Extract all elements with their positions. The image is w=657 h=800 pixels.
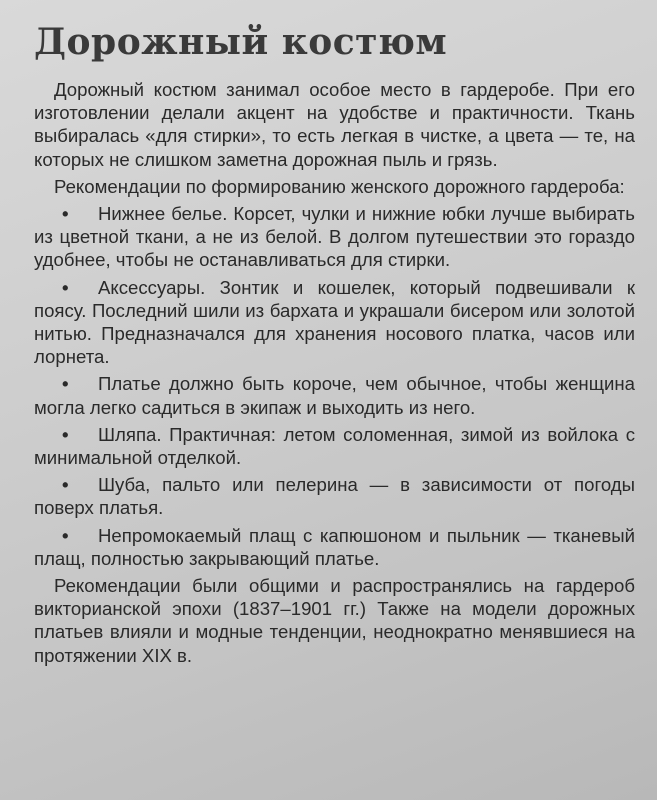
list-item: [34, 524, 635, 570]
bullet-icon: •: [62, 373, 69, 395]
list-item-text: Платье должно быть короче, чем обычное, чтобы женщина могла легко садиться в экипаж и выходить из него.: [34, 373, 635, 418]
intro-paragraph: Дорожный костюм занимал особое место в гардеробе. При его изготовлении делали акцент на удобстве и практичности. Ткань выбиралась «для стирки», то есть легкая в чистке, а цвета — те, на которых не слишком заметна дорожная пыль и грязь.: [34, 79, 635, 170]
list-item-text: Нижнее белье. Корсет, чулки и нижние юбки лучше выбирать из цветной ткани, а не из белой. В долгом путешествии это гораздо удобнее, чтобы не останавливаться для стирки.: [34, 203, 635, 271]
list-item: [34, 473, 635, 519]
list-item: [34, 276, 635, 369]
list-item: [34, 202, 635, 272]
bullet-icon: •: [62, 276, 69, 298]
list-item-text: Шляпа. Практичная: летом соломенная, зимой из войлока с минимальной отделкой.: [34, 423, 635, 469]
list-item: [34, 372, 635, 418]
list-item: [34, 423, 635, 469]
list-item-text: Аксессуары. Зонтик и кошелек, который подвешивали к поясу. Последний шили из бархата и украшали бисером или золотой нитью. Предназначался для хранения носового платка, часов или лорнета.: [34, 276, 635, 368]
recommendations-heading: Рекомендации по формированию женского дорожного гардероба:: [54, 175, 625, 197]
conclusion-paragraph: Рекомендации были общими и распространялись на гардероб викторианской эпохи (1837–1901 гг.) Также на модели дорожных платьев влияли и модные тенденции, неоднократно менявшиеся на протяжении XIX в.: [34, 575, 635, 666]
bullet-icon: •: [62, 203, 69, 225]
page-title: Дорожный костюм: [34, 21, 448, 63]
list-item-text: Непромокаемый плащ с капюшоном и пыльник — тканевый плащ, полностью закрывающий платье.: [34, 524, 635, 569]
list-item-text: Шуба, пальто или пелерина — в зависимости от погоды поверх платья.: [34, 474, 635, 519]
bullet-icon: •: [62, 423, 69, 445]
bullet-icon: •: [62, 474, 69, 496]
recommendations-list: [34, 202, 635, 570]
bullet-icon: •: [62, 524, 69, 546]
